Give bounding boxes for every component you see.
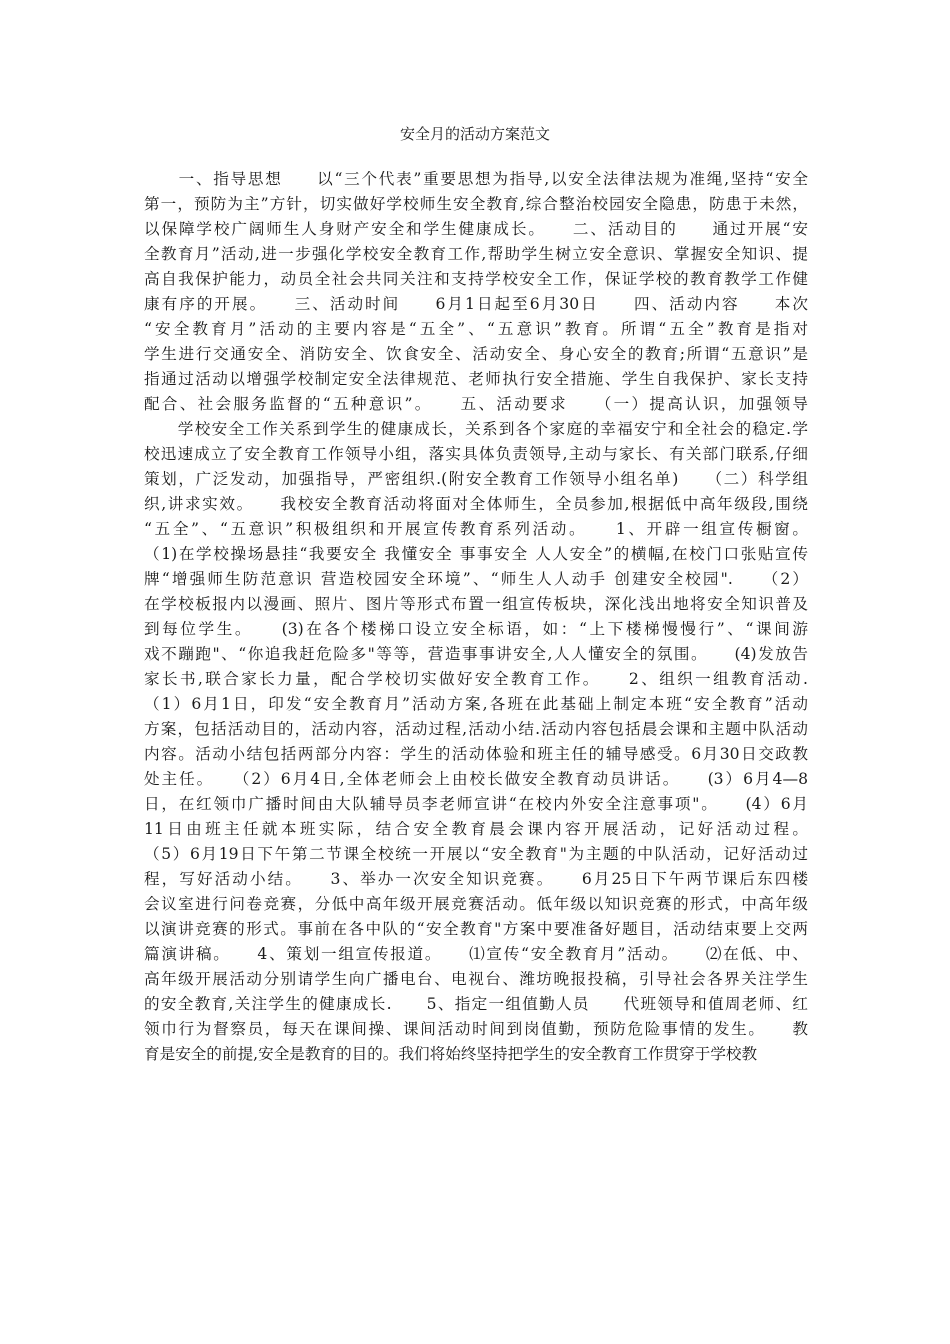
body-line: （1)在学校操场悬挂“我要安全 我懂安全 事事安全 人人安全”的横幅,在校门口张贴宣传: [144, 545, 808, 563]
body-line: 育是安全的前提,安全是教育的目的。我们将始终坚持把学生的安全教育工作贯穿于学校教: [144, 1045, 758, 1063]
body-line: 全教育月”活动,进一步强化学校安全教育工作,帮助学生树立安全意识、掌握安全知识、提: [144, 245, 808, 263]
body-line: 配合、社会服务监督的“五种意识”。 五、活动要求 （一）提高认识，加强领导: [144, 395, 808, 413]
body-line: 康有序的开展。 三、活动时间 6月1日起至6月30日 四、活动内容 本次: [144, 295, 808, 313]
body-line: 11日由班主任就本班实际，结合安全教育晨会课内容开展活动，记好活动过程。: [144, 820, 808, 838]
document-title: 安全月的活动方案范文: [399, 125, 550, 143]
body-line: 第一，预防为主”方针，切实做好学校师生安全教育,综合整治校园安全隐患，防患于未然，: [144, 195, 808, 213]
body-line: 领巾行为督察员，每天在课间操、课间活动时间到岗值勤，预防危险事情的发生。 教: [144, 1020, 808, 1038]
body-line: 指通过活动以增强学校制定安全法律规范、老师执行安全措施、学生自我保护、家长支持: [144, 370, 808, 388]
body-line: “安全教育月”活动的主要内容是“五全”、“五意识”教育。所谓“五全”教育是指对: [144, 320, 808, 338]
body-line: 策划，广泛发动，加强指导，严密组织.(附安全教育工作领导小组名单) （二）科学组: [144, 470, 808, 488]
body-line: 程，写好活动小结。 3、举办一次安全知识竞赛。 6月25日下午两节课后东四楼: [144, 870, 808, 888]
body-line: 在学校板报内以漫画、照片、图片等形式布置一组宣传板块，深化浅出地将安全知识普及: [144, 595, 808, 613]
body-line: 篇演讲稿。 4、策划一组宣传报道。 ⑴宣传“安全教育月”活动。 ⑵在低、中、: [144, 945, 808, 963]
body-line: 的安全教育,关注学生的健康成长. 5、指定一组值勤人员 代班领导和值周老师、红: [144, 995, 808, 1013]
body-line: 高自我保护能力，动员全社会共同关注和支持学校安全工作，保证学校的教育教学工作健: [144, 270, 808, 288]
body-line: 家长书,联合家长力量，配合学校切实做好安全教育工作。 2、组织一组教育活动.: [144, 670, 808, 688]
body-line: 日，在红领巾广播时间由大队辅导员李老师宣讲“在校内外安全注意事项"。 (4）6月: [144, 795, 808, 813]
body-line: 内容。活动小结包括两部分内容：学生的活动体验和班主任的辅导感受。6月30日交政教: [144, 745, 808, 763]
body-line: 织,讲求实效。 我校安全教育活动将面对全体师生，全员参加,根据低中高年级段,围绕: [144, 495, 808, 513]
body-line: 戏不蹦跑"、“你追我赶危险多"等等，营造事事讲安全,人人懂安全的氛围。 (4)发放告: [144, 645, 808, 663]
body-line: 会议室进行问卷竞赛，分低中高年级开展竞赛活动。低年级以知识竞赛的形式，中高年级: [144, 895, 808, 913]
body-line: （1）6月1日，印发“安全教育月”活动方案,各班在此基础上制定本班“安全教育”活动: [144, 695, 808, 713]
body-line: 处主任。 （2）6月4日,全体老师会上由校长做安全教育动员讲话。 (3）6月4—8: [144, 770, 808, 788]
body-line: 以演讲竞赛的形式。事前在各中队的“安全教育"方案中要准备好题目，活动结束要上交两: [144, 920, 808, 938]
body-line: 高年级开展活动分别请学生向广播电台、电视台、潍坊晚报投稿，引导社会各界关注学生: [144, 970, 808, 988]
body-line: 到每位学生。 (3)在各个楼梯口设立安全标语，如：“上下楼梯慢慢行”、“课间游: [144, 620, 808, 638]
body-line: 以保障学校广阔师生人身财产安全和学生健康成长。 二、活动目的 通过开展“安: [144, 220, 808, 238]
body-line: 方案，包括活动目的，活动内容，活动过程,活动小结.活动内容包括晨会课和主题中队活动: [144, 720, 808, 738]
body-line: 牌“增强师生防范意识 营造校园安全环境”、“师生人人动手 创建安全校园". （2）: [144, 570, 808, 588]
body-line: 一、指导思想 以“三个代表”重要思想为指导,以安全法律法规为准绳,坚持“安全: [144, 170, 808, 188]
body-line: 校迅速成立了安全教育工作领导小组，落实具体负责领导,主动与家长、有关部门联系,仔细: [144, 445, 808, 463]
body-line: （5）6月19日下午第二节课全校统一开展以“安全教育"为主题的中队活动，记好活动过: [144, 845, 808, 863]
body-line: 学校安全工作关系到学生的健康成长，关系到各个家庭的幸福安宁和全社会的稳定.学: [144, 420, 808, 438]
document-body: [144, 167, 808, 1067]
body-line: 学生进行交通安全、消防安全、饮食安全、活动安全、身心安全的教育;所谓“五意识”是: [144, 345, 808, 363]
body-line: “五全”、“五意识”积极组织和开展宣传教育系列活动。 1、开辟一组宣传橱窗。: [144, 520, 808, 538]
